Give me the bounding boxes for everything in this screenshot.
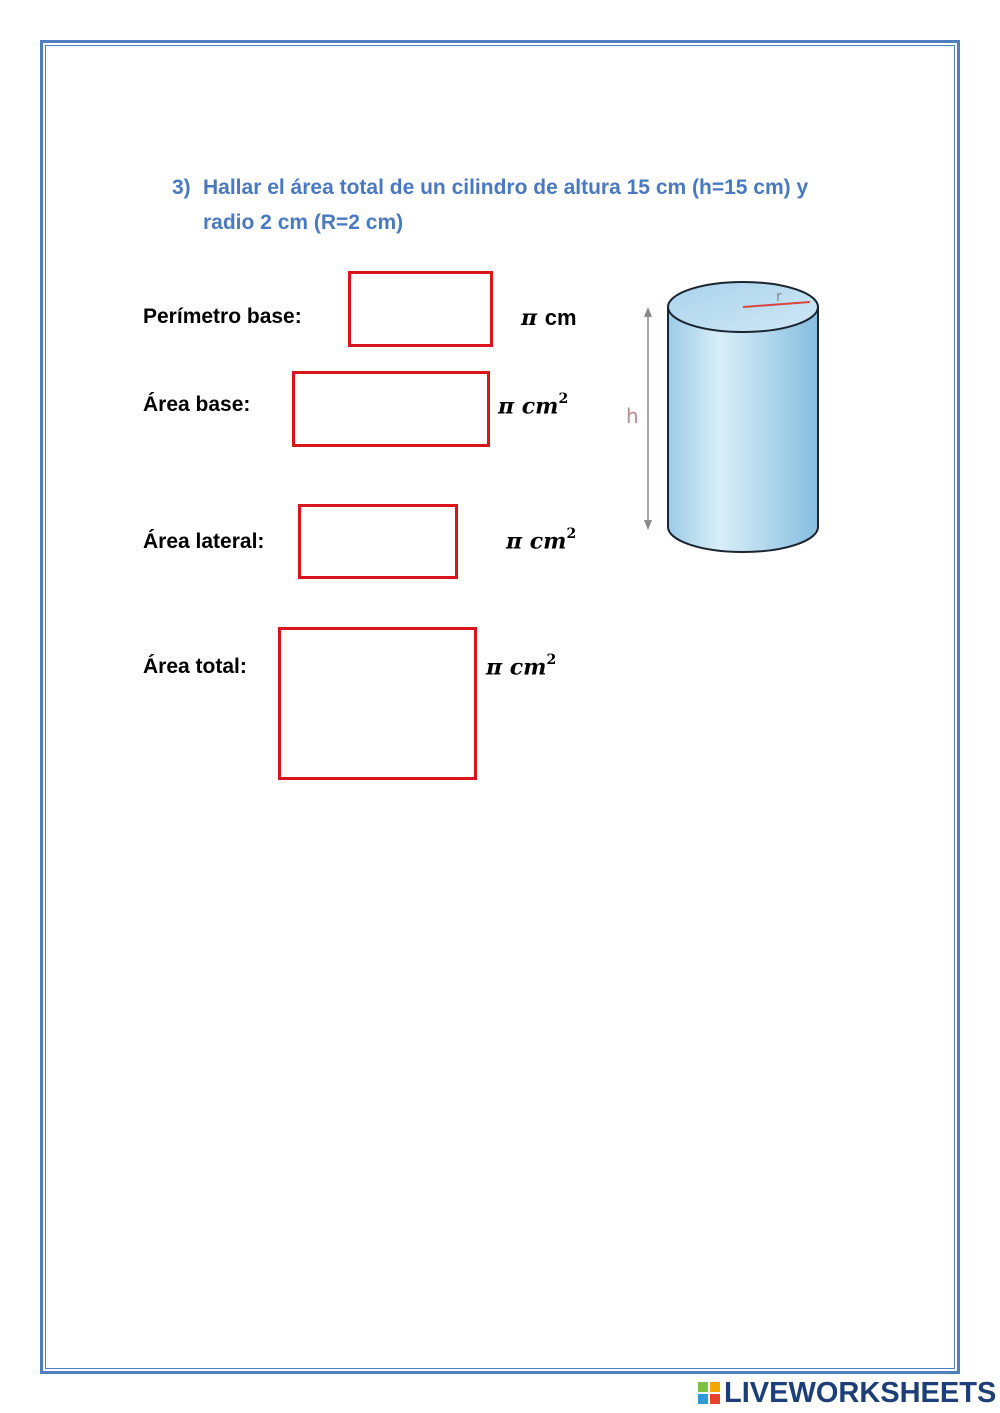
cylinder-body bbox=[668, 307, 818, 552]
unit-area-base bbox=[498, 393, 568, 419]
pi-symbol: π bbox=[498, 393, 515, 420]
cylinder-figure bbox=[610, 255, 860, 555]
brand-logo bbox=[697, 1376, 996, 1410]
radius-label: r bbox=[776, 289, 782, 305]
label-area-base: Área base: bbox=[143, 393, 251, 416]
question-text: Hallar el área total de un cilindro de altura 15 cm (h=15 cm) y radio 2 cm (R=2 cm) bbox=[203, 176, 809, 234]
unit-text: cm bbox=[529, 528, 567, 555]
unit-area-total bbox=[486, 654, 556, 680]
label-area-total: Área total: bbox=[143, 655, 247, 678]
brand-name: LIVEWORKSHEETS bbox=[724, 1376, 997, 1409]
height-arrow-bottom bbox=[644, 520, 652, 530]
answer-box-area-base[interactable] bbox=[292, 371, 490, 447]
unit-text: cm bbox=[521, 393, 559, 420]
unit-text: cm bbox=[509, 654, 547, 681]
height-label: h bbox=[626, 404, 639, 428]
unit-text: cm bbox=[544, 305, 577, 330]
pi-symbol: π bbox=[506, 528, 523, 555]
unit-area-lateral bbox=[506, 528, 576, 554]
unit-exponent: 2 bbox=[566, 526, 577, 542]
answer-box-area-total[interactable] bbox=[278, 627, 477, 780]
label-perimetro-base: Perímetro base: bbox=[143, 305, 302, 328]
unit-perimetro-base bbox=[521, 305, 577, 331]
page-frame-inner bbox=[45, 45, 955, 1369]
pi-symbol: π bbox=[486, 654, 503, 681]
liveworksheets-logo-icon bbox=[697, 1381, 721, 1405]
height-arrow-top bbox=[644, 307, 652, 317]
answer-box-perimetro-base[interactable] bbox=[348, 271, 493, 347]
unit-exponent: 2 bbox=[558, 391, 569, 407]
unit-exponent: 2 bbox=[546, 652, 557, 668]
pi-symbol: π bbox=[521, 305, 538, 331]
question-number: 3) bbox=[172, 176, 191, 199]
label-area-lateral: Área lateral: bbox=[143, 530, 265, 553]
answer-box-area-lateral[interactable] bbox=[298, 504, 458, 579]
